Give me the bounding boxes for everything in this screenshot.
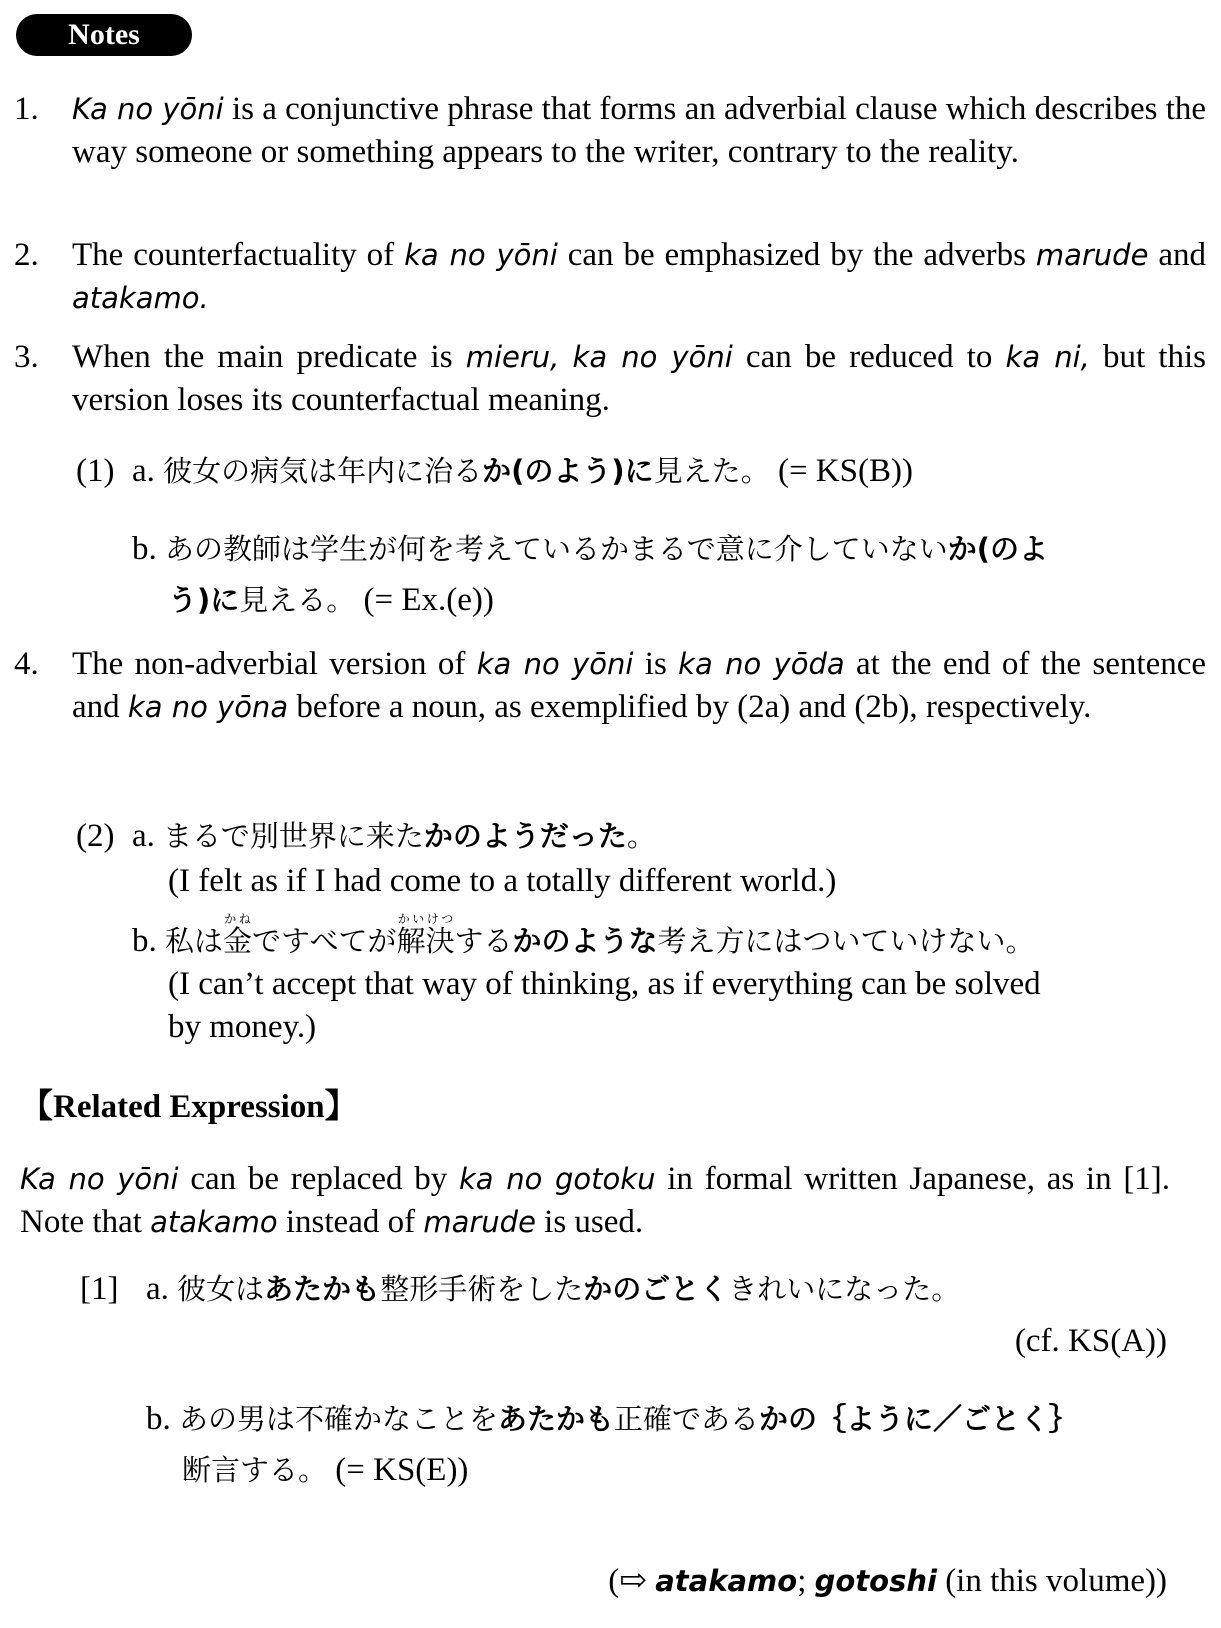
- jp-bold: か(のよ: [947, 532, 1048, 566]
- term: Ka no yōni: [20, 1162, 179, 1196]
- example-1a: [76, 450, 1176, 493]
- jp-bold: かのごとく: [583, 1272, 729, 1306]
- note-number: 2.: [14, 237, 39, 273]
- example-letter: a.: [146, 1271, 169, 1307]
- term: ka no yōni: [476, 647, 634, 681]
- jp-text: 断言する。: [182, 1452, 328, 1487]
- jp-bold: かの｛ように／ごとく｝: [759, 1402, 1079, 1436]
- cross-reference: [608, 1560, 1167, 1603]
- jp-bold: う)に: [168, 582, 240, 617]
- note-body: [72, 88, 1206, 174]
- jp-text: 見えた。: [653, 454, 770, 488]
- note-2: [14, 234, 1206, 320]
- cross-ref-close: (in this volume)): [945, 1563, 1167, 1599]
- example-label: (1): [76, 453, 115, 489]
- cross-ref-open: (⇨: [608, 1563, 647, 1599]
- jp-text: する: [454, 924, 513, 958]
- note-text: can be reduced to: [745, 339, 993, 375]
- jp-text: ですべてが: [252, 924, 397, 958]
- translation: (I felt as if I had come to a totally different world.): [168, 862, 837, 899]
- jp-text: 私は: [165, 924, 224, 958]
- reference: (= KS(B)): [777, 453, 913, 489]
- term: atakamo: [150, 1204, 278, 1239]
- notes-badge: Notes: [16, 14, 192, 56]
- example-letter: b.: [132, 531, 157, 567]
- example-1b: [132, 528, 1221, 622]
- example-3a: [80, 1268, 1180, 1311]
- reference: (= Ex.(e)): [363, 581, 494, 618]
- example-2b: [132, 912, 1221, 1049]
- note-text: can be emphasized by the adverbs: [567, 237, 1026, 273]
- jp-text: 考え方にはついていけない。: [657, 924, 1035, 958]
- term: marude: [1035, 238, 1149, 272]
- note-3: [14, 336, 1206, 422]
- term: ka no yōni: [572, 340, 733, 374]
- note-text: and: [1158, 237, 1206, 273]
- term: ka no yōni: [404, 238, 558, 272]
- note-body: [72, 643, 1206, 729]
- note-number: 4.: [14, 646, 39, 682]
- reference: (cf. KS(A)): [1014, 1323, 1167, 1359]
- note-text: is a conjunctive phrase that forms an adverbial clause which describes the way someone or something appears to the writer, contrary to the reality.: [72, 91, 1207, 170]
- note-text: The counterfactuality of: [72, 237, 395, 273]
- jp-text: 見える。: [239, 582, 356, 617]
- example-3b: [146, 1398, 1221, 1492]
- note-body: [72, 234, 1206, 320]
- related-paragraph: [20, 1158, 1170, 1244]
- jp-bold: あたかも: [498, 1402, 615, 1436]
- jp-text: 。: [626, 819, 656, 853]
- jp-text: あの男は不確かなことを: [179, 1402, 499, 1436]
- note-text: is: [644, 646, 667, 682]
- note-number: 3.: [14, 339, 39, 375]
- example-label: [1]: [80, 1271, 119, 1307]
- note-1: [14, 88, 1206, 174]
- note-body: [72, 336, 1206, 422]
- example-letter: a.: [132, 453, 155, 489]
- cross-ref-link[interactable]: gotoshi: [814, 1564, 937, 1598]
- note-text: The non-adverbial version of: [72, 646, 466, 682]
- note-text: before a noun, as exemplified by (2a) and (2b), respectively.: [296, 688, 1092, 725]
- cross-ref-link[interactable]: atakamo: [655, 1564, 798, 1598]
- term: marude: [423, 1204, 536, 1239]
- example-2a: [76, 815, 1176, 903]
- cross-ref-sep: ;: [797, 1563, 807, 1599]
- note-text: When the main predicate is: [72, 339, 453, 375]
- para-text: in formal written Japanese, as in [1]. Note that: [20, 1161, 1171, 1240]
- example-letter: a.: [132, 818, 155, 854]
- jp-text: 彼女の病気は年内に治る: [163, 454, 483, 488]
- jp-text: きれいになった。: [728, 1272, 961, 1306]
- example-letter: b.: [132, 923, 157, 959]
- example-label: (2): [76, 818, 115, 854]
- jp-text: まるで別世界に来た: [163, 819, 424, 853]
- jp-text: 彼女は: [177, 1272, 265, 1306]
- term: ka no yōda: [678, 647, 845, 681]
- translation: by money.): [168, 1008, 317, 1045]
- note-number: 1.: [14, 91, 39, 127]
- para-text: is used.: [544, 1203, 644, 1240]
- translation: (I can’t accept that way of thinking, as if everything can be solved: [168, 965, 1041, 1002]
- jp-text: あの教師は学生が何を考えているかまるで意に介していない: [165, 532, 948, 566]
- reference: (= KS(E)): [335, 1451, 469, 1488]
- term: atakamo.: [72, 280, 209, 315]
- para-text: instead of: [285, 1203, 416, 1240]
- jp-text: 整形手術をした: [380, 1272, 584, 1306]
- section-heading: 【Related Expression】: [20, 1089, 358, 1125]
- term: mieru,: [465, 340, 560, 374]
- ruby-word: 金かね: [223, 912, 253, 958]
- term: ka ni,: [1005, 340, 1090, 374]
- ruby-word: 解決かいけつ: [396, 912, 455, 958]
- jp-text: 正確である: [614, 1402, 760, 1436]
- jp-bold: かのような: [512, 924, 658, 958]
- term: Ka no yōni: [72, 92, 224, 126]
- term: ka no yōna: [127, 689, 289, 724]
- jp-bold: か(のよう)に: [482, 454, 654, 488]
- jp-bold: かのようだった: [423, 819, 627, 853]
- note-text: at the end of the sentence and: [72, 646, 1207, 725]
- note-text: but this version loses its counterfactual meaning.: [72, 339, 1206, 418]
- jp-bold: あたかも: [264, 1272, 381, 1306]
- term: ka no gotoku: [458, 1162, 656, 1196]
- note-4: [14, 643, 1206, 729]
- example-letter: b.: [146, 1401, 171, 1437]
- para-text: can be replaced by: [190, 1161, 448, 1197]
